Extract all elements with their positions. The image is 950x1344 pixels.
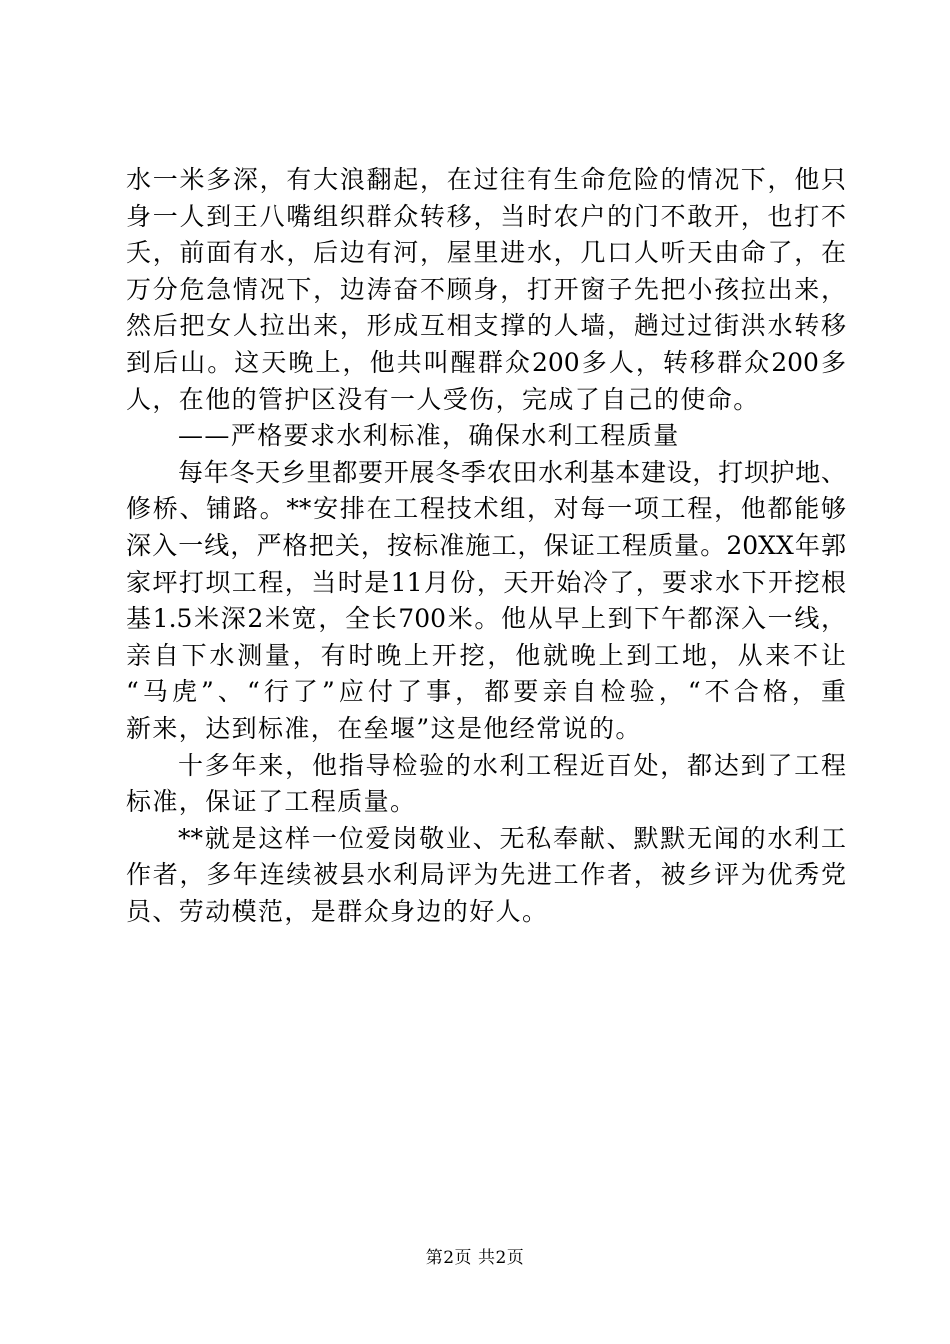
text-line: 每年冬天乡里都要开展冬季农田水利基本建设，打坝护地、 xyxy=(178,457,846,487)
text-line: 亲自下水测量，有时晚上开挖，他就晚上到工地，从来不让 xyxy=(126,640,846,670)
page-footer: 第2页 共2页 xyxy=(425,1248,525,1268)
text-line: 基1.5米深2米宽，全长700米。他从早上到下午都深入一线， xyxy=(126,604,846,634)
text-line: 然后把女人拉出来，形成互相支撑的人墙，趟过过街洪水转移 xyxy=(126,311,846,341)
text-line: 标准，保证了工程质量。 xyxy=(126,787,417,817)
text-line: 深入一线，严格把关，按标准施工，保证工程质量。20XX年郭 xyxy=(126,530,846,560)
text-line: 作者，多年连续被县水利局评为先进工作者，被乡评为优秀党 xyxy=(126,860,846,890)
section-heading: ——严格要求水利标准，确保水利工程质量 xyxy=(178,421,680,451)
text-line: 新来，达到标准，在垒堰”这是他经常说的。 xyxy=(126,713,642,743)
text-line: 万分危急情况下，边涛奋不顾身，打开窗子先把小孩拉出来， xyxy=(126,274,846,304)
text-line: 夭，前面有水，后边有河，屋里进水，几口人听天由命了，在 xyxy=(126,238,846,268)
text-line: 水一米多深，有大浪翻起，在过往有生命危险的情况下，他只 xyxy=(126,165,846,194)
document-body xyxy=(126,162,846,930)
text-line: 修桥、铺路。**安排在工程技术组，对每一项工程，他都能够 xyxy=(126,494,846,524)
text-line: 人，在他的管护区没有一人受伤，完成了自己的使命。 xyxy=(126,384,760,414)
text-line: 家坪打坝工程，当时是11月份，天开始冷了，要求水下开挖根 xyxy=(126,567,846,597)
text-line: “马虎”、“行了”应付了事，都要亲自检验，“不合格，重 xyxy=(126,677,846,707)
text-line: 十多年来，他指导检验的水利工程近百处，都达到了工程 xyxy=(178,750,846,780)
text-line: **就是这样一位爱岗敬业、无私奉献、默默无闻的水利工 xyxy=(178,823,846,853)
text-line: 员、劳动模范，是群众身边的好人。 xyxy=(126,896,549,926)
text-line: 到后山。这天晚上，他共叫醒群众200多人，转移群众200多 xyxy=(126,347,846,377)
text-line: 身一人到王八嘴组织群众转移，当时农户的门不敢开，也打不 xyxy=(126,201,846,231)
